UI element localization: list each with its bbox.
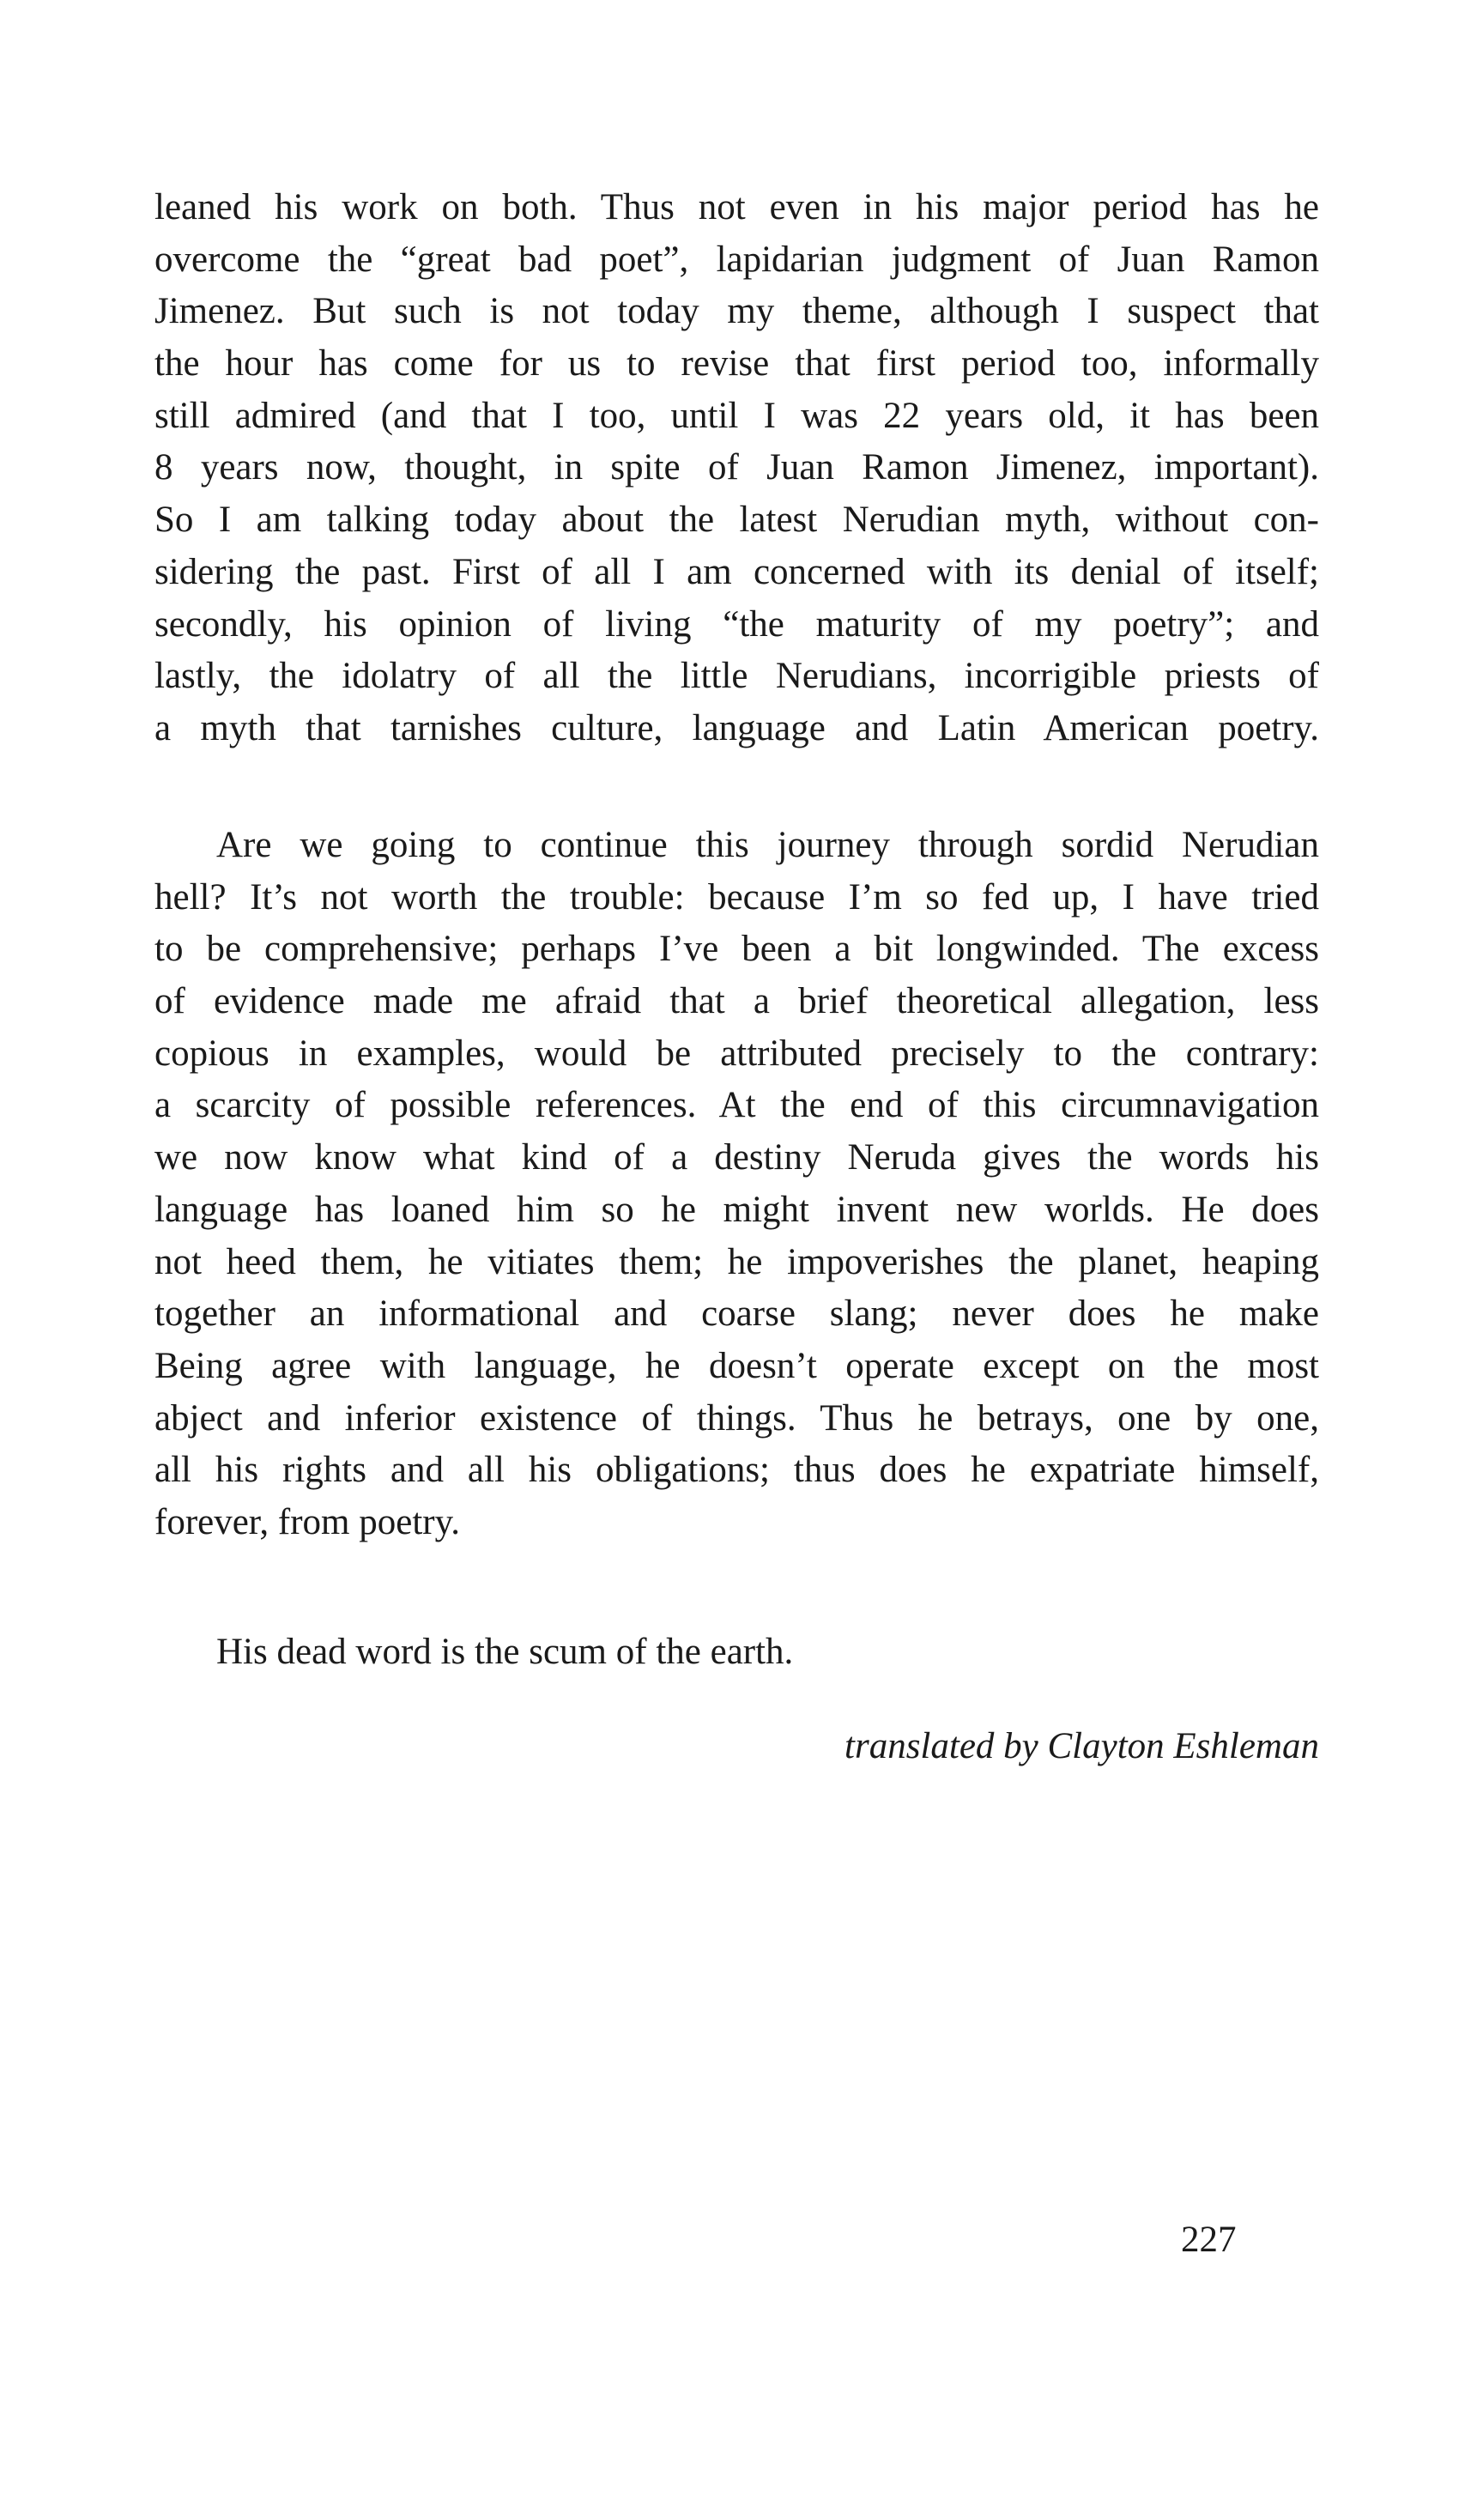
paragraph-line: So I am talking today about the latest Nerudian myth, without con- bbox=[154, 500, 1319, 541]
paragraph-line: we now know what kind of a destiny Neruda gives the words his bbox=[154, 1137, 1319, 1178]
paragraph-line: a myth that tarnishes culture, language and Latin American poetry. bbox=[154, 707, 1319, 748]
paragraph-line: copious in examples, would be attributed precisely to the contrary: bbox=[154, 1033, 1319, 1074]
paragraph-line: secondly, his opinion of living “the maturity of my poetry”; and bbox=[154, 603, 1319, 645]
paragraph-line: leaned his work on both. Thus not even in his major period has he bbox=[154, 187, 1319, 227]
paragraph-line: Jimenez. But such is not today my theme, although I suspect that bbox=[154, 291, 1319, 332]
paragraph-line: not heed them, he vitiates them; he impoverishes the planet, heaping bbox=[154, 1241, 1319, 1282]
paragraph-line: language has loaned him so he might invent new worlds. He does bbox=[154, 1189, 1319, 1230]
paragraph-line: sidering the past. First of all I am concerned with its denial of itself; bbox=[154, 551, 1319, 592]
paragraph-line: hell? It’s not worth the trouble: because I’m so fed up, I have tried bbox=[154, 876, 1319, 918]
paragraph-line: to be comprehensive; perhaps I’ve been a bit longwinded. The excess bbox=[154, 929, 1319, 970]
paragraph-line: all his rights and all his obligations; thus does he expatriate himself, bbox=[154, 1450, 1319, 1491]
paragraph-line: Are we going to continue this journey through sordid Nerudian bbox=[216, 825, 1319, 865]
paragraph-line: of evidence made me afraid that a brief theoretical allegation, less bbox=[154, 981, 1319, 1022]
paragraph-line: still admired (and that I too, until I was 22 years old, it has been bbox=[154, 395, 1319, 436]
paragraph-line: Being agree with language, he doesn’t operate except on the most bbox=[154, 1345, 1319, 1386]
translator-credit: translated by Clayton Eshleman bbox=[844, 1726, 1319, 1766]
paragraph-line: the hour has come for us to revise that first period too, informally bbox=[154, 343, 1319, 385]
paragraph-line: a scarcity of possible references. At the end of this circumnavigation bbox=[154, 1085, 1319, 1126]
paragraph-2 bbox=[154, 820, 1319, 1549]
page-number: 227 bbox=[1181, 2220, 1237, 2260]
paragraph-line: together an informational and coarse slang; never does he make bbox=[154, 1293, 1319, 1335]
paragraph-line: 8 years now, thought, in spite of Juan Ramon Jimenez, important). bbox=[154, 447, 1319, 488]
paragraph-line: abject and inferior existence of things. Thus he betrays, one by one, bbox=[154, 1397, 1319, 1439]
paragraph-line: forever, from poetry. bbox=[154, 1501, 461, 1542]
paragraph-line: lastly, the idolatry of all the little Nerudians, incorrigible priests of bbox=[154, 656, 1319, 697]
paragraph-1 bbox=[154, 182, 1319, 755]
paragraph-line: overcome the “great bad poet”, lapidarian judgment of Juan Ramon bbox=[154, 239, 1319, 280]
paragraph-3 bbox=[154, 1626, 1319, 1679]
paragraph-line: His dead word is the scum of the earth. bbox=[216, 1632, 794, 1672]
